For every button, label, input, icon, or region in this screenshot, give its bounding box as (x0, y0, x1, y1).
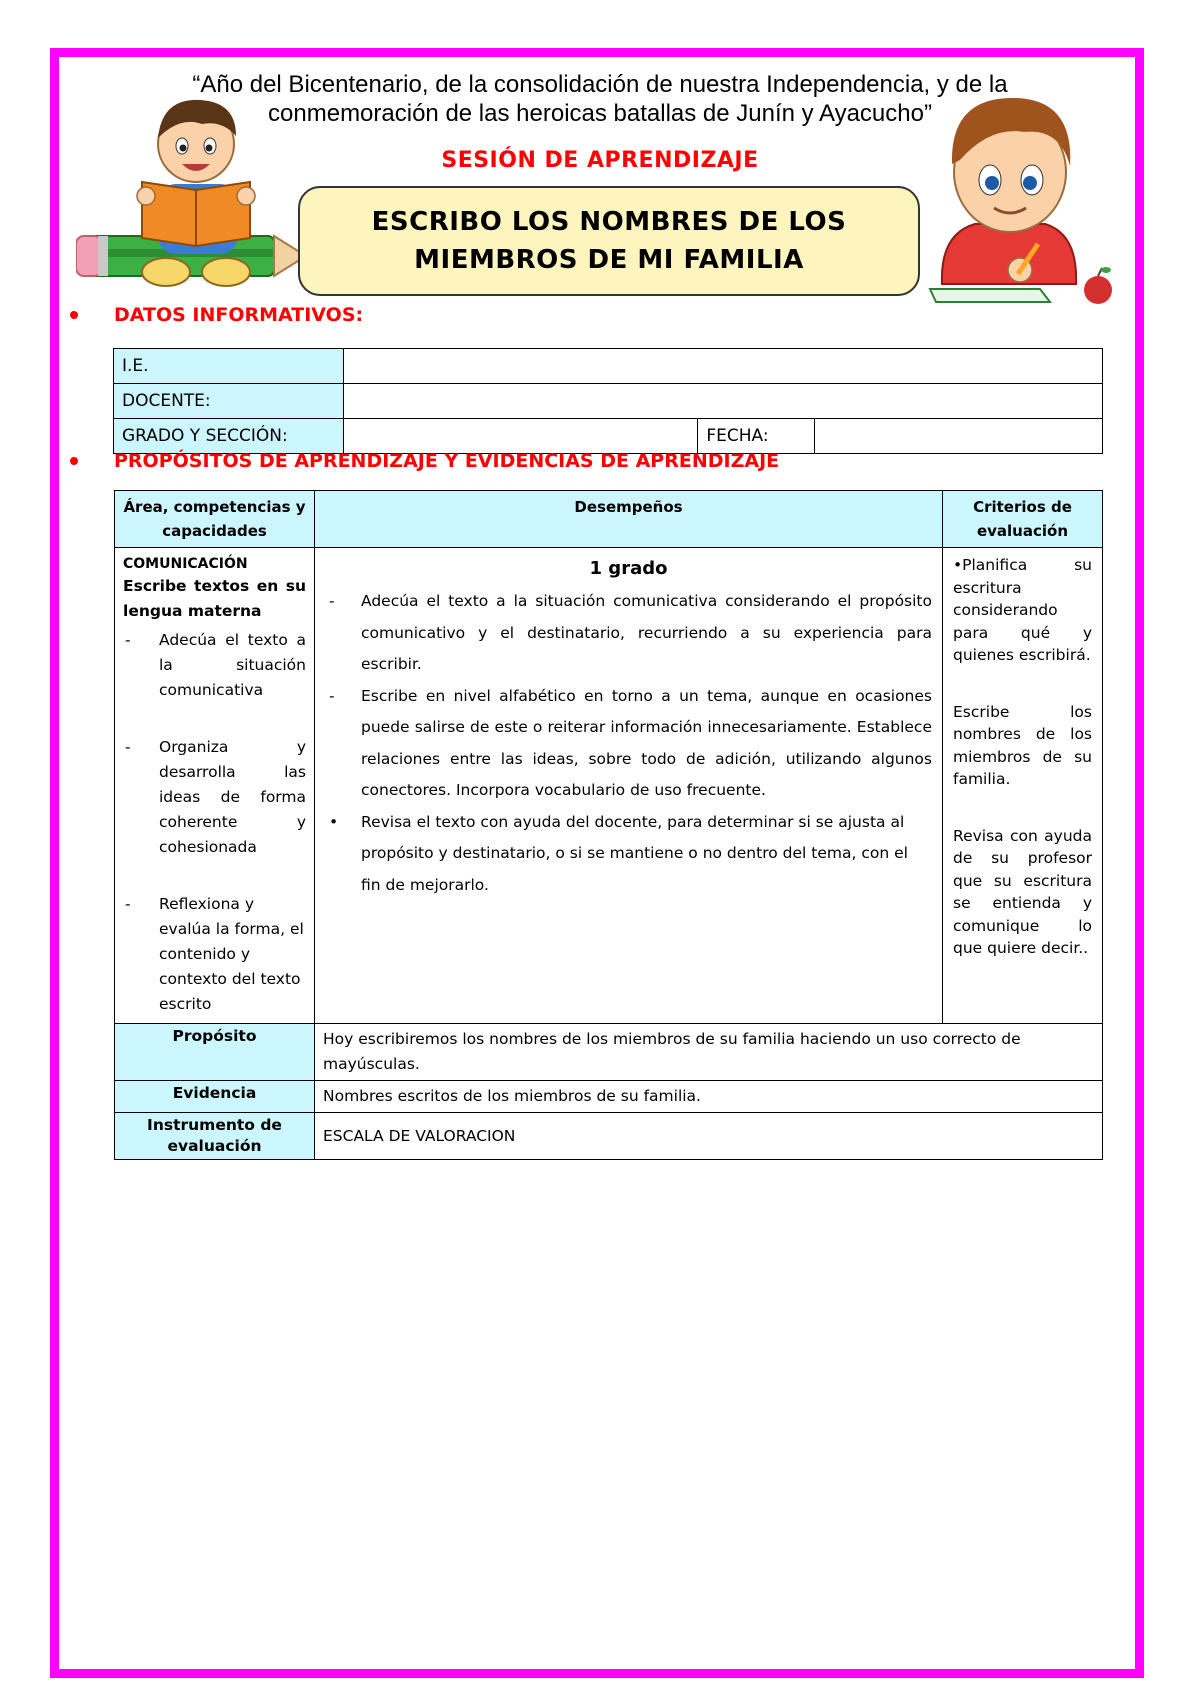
book-icon (142, 182, 250, 246)
desempenos-cell (315, 548, 943, 1024)
bullet-icon (70, 311, 78, 319)
area-cell (115, 548, 315, 1024)
fecha-field[interactable] (815, 419, 1103, 454)
instrumento-row (115, 1113, 1103, 1160)
boy-writing-illustration (920, 84, 1115, 312)
ie-row (114, 349, 1103, 384)
criterio-item: Escribe los nombres de los miembros de su familia. (953, 702, 1092, 788)
grado-row (114, 419, 1103, 454)
grade-label: 1 grado (589, 558, 668, 579)
header-desempenos: Desempeños (315, 491, 943, 548)
competence-row (115, 548, 1103, 1024)
propositos-header-row (115, 491, 1103, 548)
session-title-box (298, 186, 920, 296)
datos-heading-text: DATOS INFORMATIVOS: (114, 304, 364, 326)
datos-table (113, 348, 1103, 454)
bullet-icon (70, 457, 78, 465)
evidencia-value: Nombres escritos de los miembros de su familia. (315, 1081, 1103, 1113)
evidencia-row (115, 1081, 1103, 1113)
proposito-row (115, 1024, 1103, 1081)
session-label: SESIÓN DE APRENDIZAJE (441, 148, 759, 173)
propositos-table (114, 490, 1103, 1160)
header-criterios: Criterios de evaluación (943, 491, 1103, 548)
list-item: - Adecúa el texto a la situación comunicativa (123, 628, 306, 703)
grado-field[interactable] (343, 419, 698, 454)
propositos-heading (70, 450, 779, 472)
evidencia-label: Evidencia (115, 1081, 315, 1113)
ie-field[interactable] (343, 349, 1102, 384)
docente-field[interactable] (343, 384, 1102, 419)
area-name: COMUNICACIÓN (123, 556, 248, 572)
header-area: Área, competencias y capacidades (115, 491, 315, 548)
capacity-list (123, 628, 306, 1017)
session-title-line1: ESCRIBO LOS NOMBRES DE LOS (371, 207, 847, 237)
instrumento-label: Instrumento de evaluación (115, 1113, 315, 1160)
proposito-value: Hoy escribiremos los nombres de los miembros de su familia haciendo un uso correcto de mayúsculas. (315, 1024, 1103, 1081)
docente-label: DOCENTE: (114, 384, 344, 419)
competence-name: Escribe textos en su lengua materna (123, 577, 306, 620)
session-title-line2: MIEMBROS DE MI FAMILIA (414, 245, 804, 275)
list-item: • Revisa el texto con ayuda del docente, para determinar si se ajusta al propósito y destinatario, o si se mantiene o no dentro del tema, con el fin de mejorarlo. (325, 807, 932, 902)
list-item: - Escribe en nivel alfabético en torno a un tema, aunque en ocasiones puede salirse de este o reiterar información innecesariamente. Establece relaciones entre las ideas, sobre todo de adición, utilizando algunos conectores. Incorpora vocabulario de uso frecuente. (325, 681, 932, 807)
proposito-label: Propósito (115, 1024, 315, 1081)
list-item: - Reflexiona y evalúa la forma, el contenido y contexto del texto escrito (123, 892, 306, 1017)
criterios-cell (943, 548, 1103, 1024)
instrumento-value: ESCALA DE VALORACION (315, 1113, 1103, 1160)
grado-label: GRADO Y SECCIÓN: (114, 419, 344, 454)
propositos-heading-text: PROPÓSITOS DE APRENDIZAJE Y EVIDENCIAS DE APRENDIZAJE (114, 450, 780, 472)
docente-row (114, 384, 1103, 419)
list-item: - Organiza y desarrolla las ideas de forma coherente y cohesionada (123, 735, 306, 860)
apple-icon (1084, 267, 1112, 304)
criterio-item: •Planifica su escritura considerando para qué y quienes escribirá. (953, 556, 1092, 664)
ie-label: I.E. (114, 349, 344, 384)
datos-heading (70, 304, 363, 326)
boy-reading-illustration (76, 86, 326, 296)
fecha-label: FECHA: (698, 419, 815, 454)
list-item: - Adecúa el texto a la situación comunicativa considerando el propósito comunicativo y el destinatario, recurriendo a su experiencia para escribir. (325, 586, 932, 681)
desempenos-list (325, 586, 932, 901)
criterio-item: Revisa con ayuda de su profesor que su escritura se entienda y comunique lo que quiere decir.. (953, 826, 1092, 957)
motto-text: “Año del Bicentenario, de la consolidación de nuestra Independencia, y de la conmemoración de las heroicas batallas de Junín y Ayacucho” (192, 71, 1008, 127)
